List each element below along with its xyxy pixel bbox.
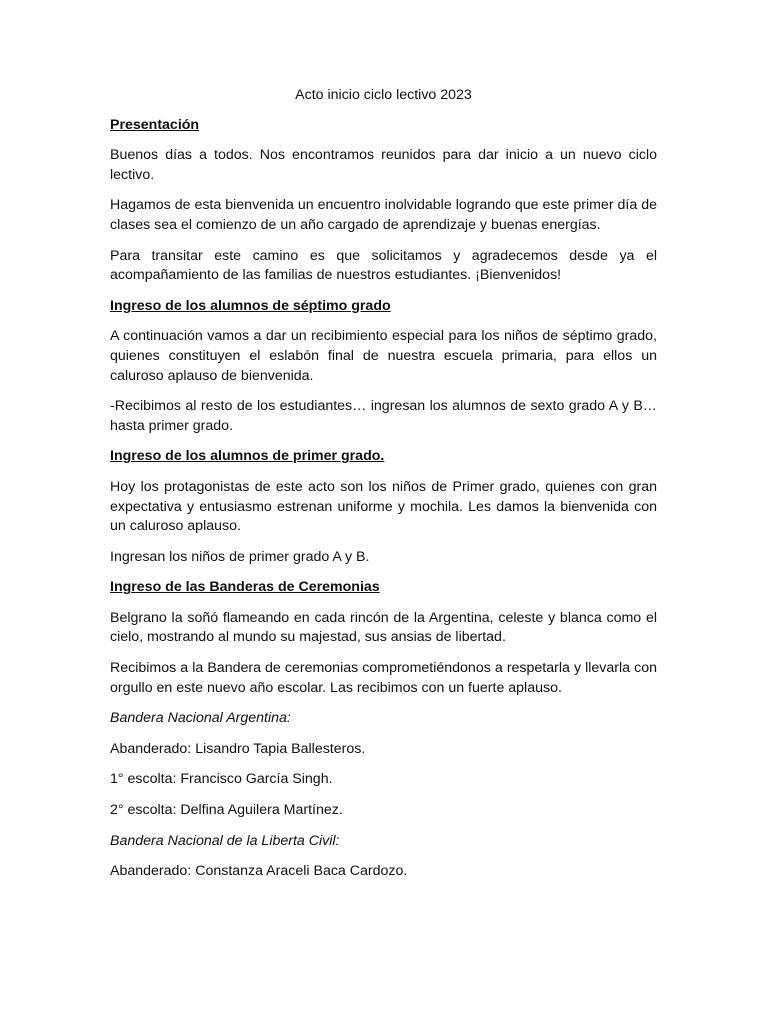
heading-banderas: Ingreso de las Banderas de Ceremonias [110, 579, 380, 596]
paragraph-protagonistas: Hoy los protagonistas de este acto son los niños de Primer grado, quienes con gran expectativa y entusiasmo estrenan uniforme y mochila. Les damos la bienvenida con un caluroso aplauso. [110, 478, 657, 535]
document-title: Acto inicio ciclo lectivo 2023 [295, 87, 472, 103]
label-bandera-nacional: Bandera Nacional Argentina: [110, 710, 291, 727]
paragraph-belgrano: Belgrano la soñó flameando en cada rincón de la Argentina, celeste y blanca como el cielo, mostrando al mundo su majestad, sus ansias de libertad. [110, 609, 657, 646]
heading-presentacion: Presentación [110, 116, 200, 133]
heading-primer-grado: Ingreso de los alumnos de primer grado. [110, 448, 385, 465]
paragraph-buenos-dias: Buenos días a todos. Nos encontramos reunidos para dar inicio a un nuevo ciclo lectivo. [110, 147, 657, 183]
paragraph-recibimos-bandera: Recibimos a la Bandera de ceremonias comprometiéndonos a respetarla y llevarla con orgullo en este nuevo año escolar. Las recibimos con un fuerte aplauso. [110, 660, 657, 696]
line-ingresan-primer-grado: Ingresan los niños de primer grado A y B. [110, 548, 370, 565]
line-escolta-1: 1° escolta: Francisco García Singh. [110, 771, 333, 788]
heading-septimo-grado: Ingreso de los alumnos de séptimo grado [110, 297, 391, 314]
paragraph-septimo: A continuación vamos a dar un recibimiento especial para los niños de séptimo grado, quienes constituyen el eslabón final de nuestra escuela primaria, para ellos un caluroso aplauso de bienvenida. [110, 328, 657, 384]
line-escolta-2: 2° escolta: Delfina Aguilera Martínez. [110, 802, 343, 819]
paragraph-resto-estudiantes: -Recibimos al resto de los estudiantes… ingresan los alumnos de sexto grado A y B… hasta primer grado. [110, 398, 657, 434]
line-abanderado-1: Abanderado: Lisandro Tapia Ballesteros. [110, 740, 366, 757]
line-abanderado-2: Abanderado: Constanza Araceli Baca Cardozo. [110, 863, 408, 880]
document-page [110, 86, 657, 893]
label-bandera-libertad-civil: Bandera Nacional de la Liberta Civil: [110, 832, 340, 849]
paragraph-hagamos: Hagamos de esta bienvenida un encuentro inolvidable logrando que este primer día de clases sea el comienzo de un año cargado de aprendizaje y buenas energías. [110, 197, 657, 233]
paragraph-para-transitar: Para transitar este camino es que solicitamos y agradecemos desde ya el acompañamiento de las familias de nuestros estudiantes. ¡Bienvenidos! [110, 247, 657, 284]
